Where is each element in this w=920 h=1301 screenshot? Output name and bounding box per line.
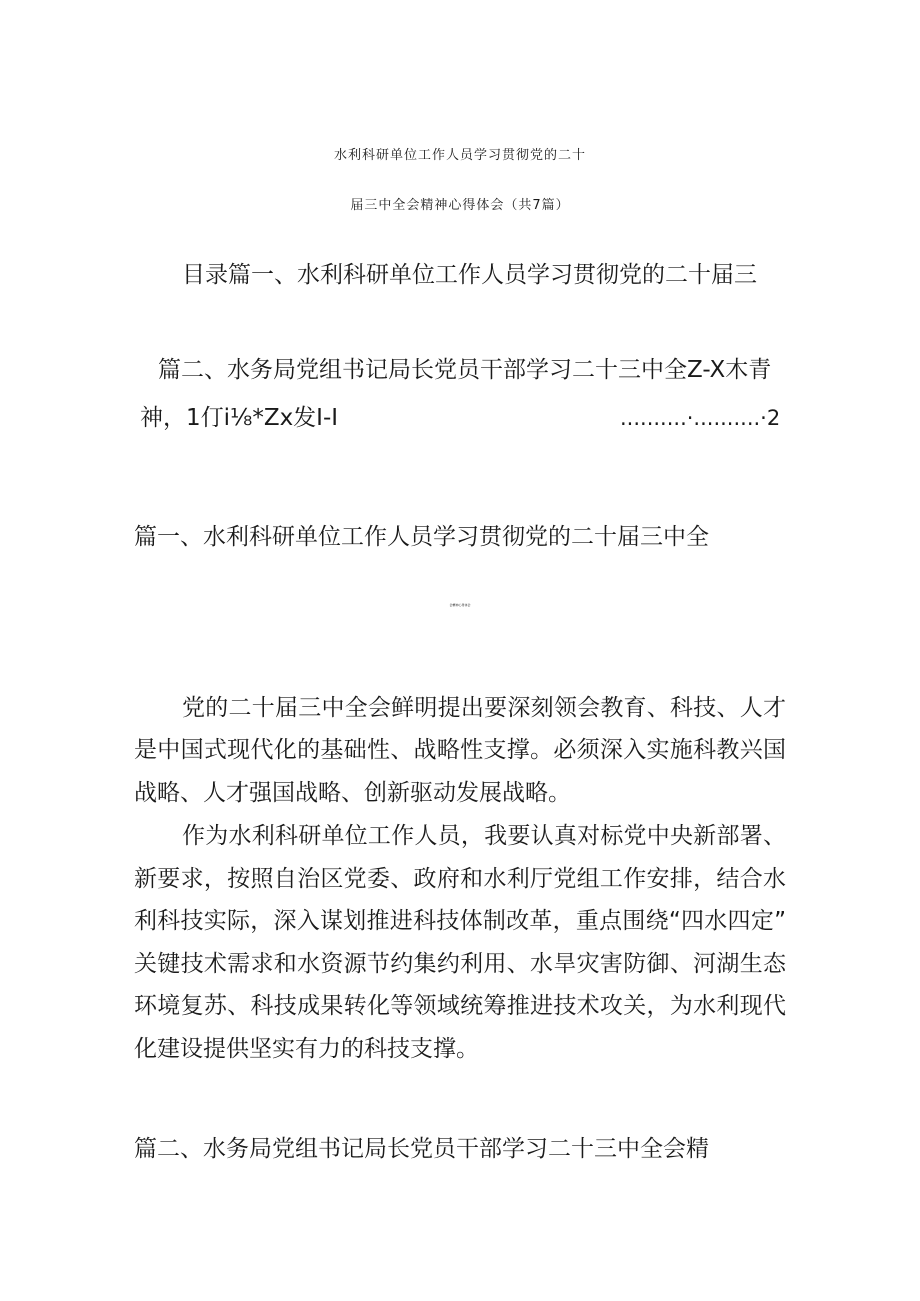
- section-1-paragraph-2-line: 关键技术需求和水资源节约集约利用、水旱灾害防御、河湖生态: [134, 951, 786, 977]
- section-1-paragraph-2-line: 利科技实际，深入谋划推进科技体制改革，重点围绕“四水四定”: [134, 908, 786, 934]
- section-2-heading: 篇二、水务局党组书记局长党员干部学习二十三中全会精: [134, 1136, 709, 1162]
- section-1-paragraph-1-line: 党的二十届三中全会鲜明提出要深刻领会教育、科技、人才: [182, 695, 786, 721]
- section-1-paragraph-2-line: 化建设提供坚实有力的科技支撑。: [134, 1036, 479, 1062]
- toc-entry-2[interactable]: 篇二、水务局党组书记局长党员干部学习二十三中全Z-X木青: [158, 357, 772, 383]
- toc-entry-2-page-number: ..........·..........·2: [620, 406, 781, 430]
- toc-entry-2-continued[interactable]: 神，1仃i⅛*Zx发I-I: [140, 405, 339, 431]
- section-1-heading: 篇一、水利科研单位工作人员学习贯彻党的二十届三中全: [134, 524, 709, 550]
- section-1-paragraph-2-line: 环境复苏、科技成果转化等领域统筹推进技术攻关，为水利现代: [134, 993, 786, 1019]
- section-1-subheading: 会精神心得体会: [449, 603, 471, 607]
- section-1-paragraph-2-line: 作为水利科研单位工作人员，我要认真对标党中央新部署、: [182, 823, 786, 849]
- document-title-line-2: 届三中全会精神心得体会（共7篇）: [350, 198, 570, 213]
- toc-entry-1[interactable]: 目录篇一、水利科研单位工作人员学习贯彻党的二十届三: [182, 262, 757, 288]
- section-1-paragraph-1-line: 是中国式现代化的基础性、战略性支撑。必须深入实施科教兴国: [134, 737, 786, 763]
- section-1-paragraph-2-line: 新要求，按照自治区党委、政府和水利厅党组工作安排，结合水: [134, 866, 786, 892]
- document-title-line-1: 水利科研单位工作人员学习贯彻党的二十: [333, 148, 586, 163]
- section-1-paragraph-1-line: 战略、人才强国战略、创新驱动发展战略。: [134, 780, 571, 806]
